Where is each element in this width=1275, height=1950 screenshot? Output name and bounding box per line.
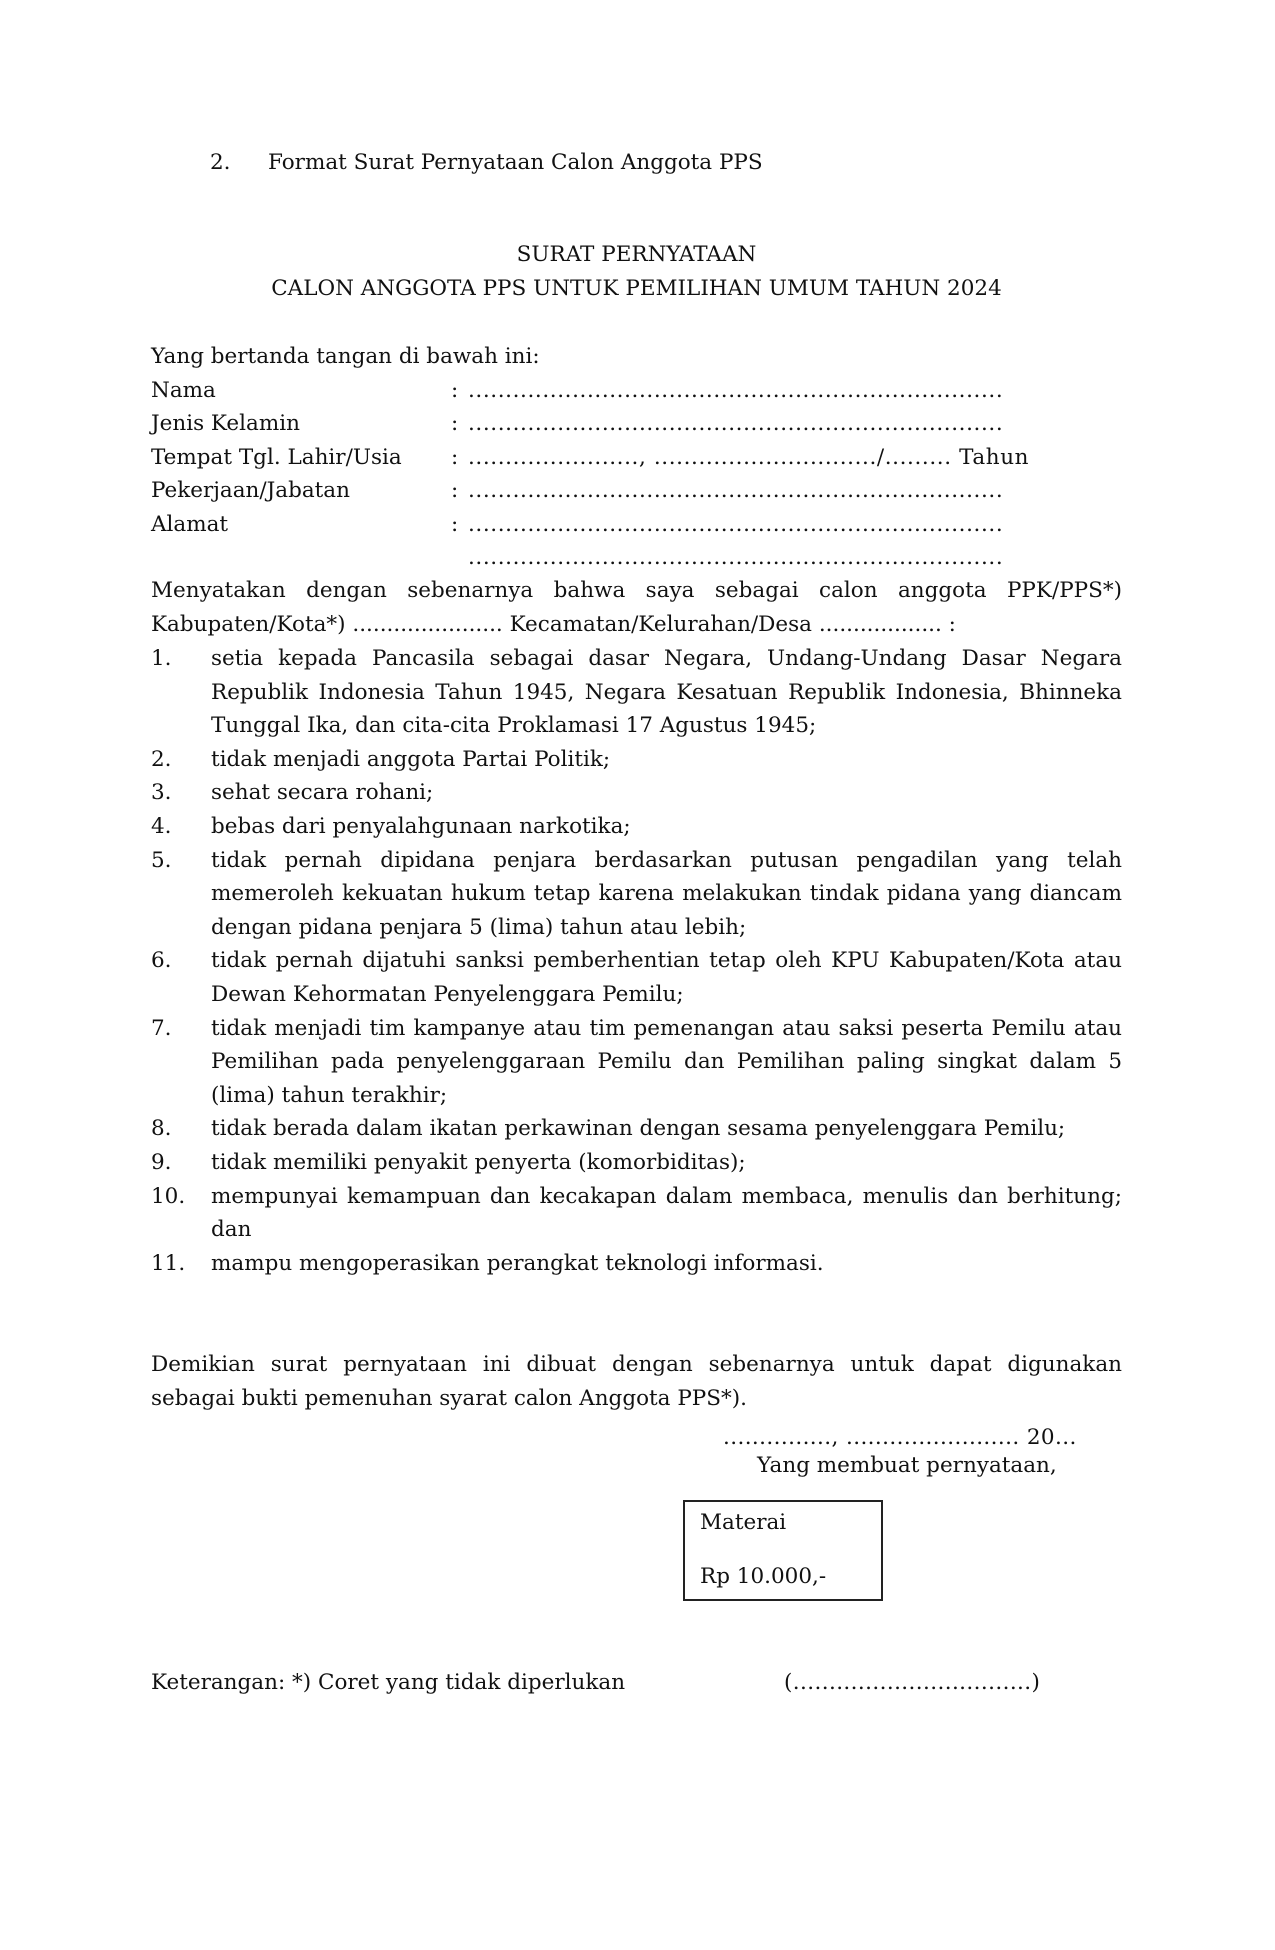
- section-title: Format Surat Pernyataan Calon Anggota PPS: [268, 150, 763, 175]
- list-text: mempunyai kemampuan dan kecakapan dalam membaca, menulis dan berhitung; dan: [211, 1183, 1122, 1243]
- alamat-field[interactable]: ........................................................................: [468, 512, 1004, 537]
- list-item: [151, 776, 1122, 810]
- list-number: 4.: [151, 813, 172, 839]
- field-row-pekerjaan: [151, 474, 1122, 508]
- stamp-value: Rp 10.000,-: [700, 1564, 827, 1589]
- field-row-nama: [151, 374, 1122, 408]
- list-text: tidak pernah dipidana penjara berdasarkan putusan pengadilan yang telah memeroleh kekuatan hukum tetap karena melakukan tindak pidana yang diancam dengan pidana penjara 5 (lima) tahun atau lebih;: [211, 847, 1122, 940]
- list-text: tidak menjadi tim kampanye atau tim pemenangan atau saksi peserta Pemilu atau Pemilihan pada penyelenggaraan Pemilu dan Pemilihan paling singkat dalam 5 (lima) tahun terakhir;: [211, 1015, 1122, 1108]
- statement-paragraph: Menyatakan dengan sebenarnya bahwa saya sebagai calon anggota PPK/PPS*) Kabupaten/Kota*) ...................... Kecamatan/Kelurahan/Desa .................. :: [151, 578, 1122, 637]
- list-text: setia kepada Pancasila sebagai dasar Negara, Undang-Undang Dasar Negara Republik Indonesia Tahun 1945, Negara Kesatuan Republik Indonesia, Bhinneka Tunggal Ika, dan cita-cita Proklamasi 17 Agustus 1945;: [211, 646, 1122, 739]
- list-item: [151, 743, 1122, 777]
- requirements-list: [151, 642, 1122, 1280]
- list-number: 1.: [151, 646, 172, 671]
- field-row-jenis-kelamin: [151, 407, 1122, 441]
- field-label: Pekerjaan/Jabatan: [151, 478, 350, 503]
- field-colon: :: [451, 512, 459, 537]
- list-item: [151, 1146, 1122, 1180]
- field-colon: :: [451, 478, 459, 503]
- list-number: 9.: [151, 1149, 172, 1175]
- list-number: 8.: [151, 1116, 172, 1142]
- pekerjaan-field[interactable]: ........................................................................: [468, 478, 1004, 503]
- list-item: [151, 642, 1122, 743]
- list-number: 10.: [151, 1183, 186, 1209]
- list-number: 5.: [151, 847, 172, 873]
- field-label: Jenis Kelamin: [151, 411, 300, 436]
- list-item: [151, 944, 1122, 1011]
- list-item: [151, 1180, 1122, 1247]
- section-number: 2.: [210, 150, 231, 175]
- footnote: Keterangan: *) Coret yang tidak diperlukan: [151, 1670, 626, 1695]
- list-text: tidak pernah dijatuhi sanksi pemberhentian tetap oleh KPU Kabupaten/Kota atau Dewan Kehormatan Penyelenggara Pemilu;: [211, 948, 1122, 1007]
- signature-name-field[interactable]: (.................................): [784, 1670, 1041, 1695]
- field-colon: :: [451, 445, 459, 470]
- field-row-alamat-continued: [151, 541, 1122, 575]
- document-subtitle: CALON ANGGOTA PPS UNTUK PEMILIHAN UMUM TAHUN 2024: [271, 276, 1002, 301]
- list-number: 11.: [151, 1250, 186, 1276]
- list-item: [151, 1247, 1122, 1281]
- stamp-label: Materai: [700, 1510, 787, 1535]
- document-title: SURAT PERNYATAAN: [516, 242, 757, 267]
- jenis-kelamin-field[interactable]: ........................................................................: [468, 411, 1004, 436]
- alamat-field-line2[interactable]: ........................................................................: [468, 545, 1004, 570]
- list-number: 7.: [151, 1015, 172, 1041]
- list-text: tidak berada dalam ikatan perkawinan dengan sesama penyelenggara Pemilu;: [211, 1116, 1066, 1142]
- signer-label: Yang membuat pernyataan,: [757, 1453, 1057, 1478]
- list-item: [151, 1112, 1122, 1146]
- stamp-box: [683, 1500, 883, 1601]
- closing-paragraph: Demikian surat pernyataan ini dibuat dengan sebenarnya untuk dapat digunakan sebagai bukti pemenuhan syarat calon Anggota PPS*).: [151, 1352, 1122, 1411]
- list-text: tidak menjadi anggota Partai Politik;: [211, 746, 611, 772]
- intro-text: Yang bertanda tangan di bawah ini:: [151, 344, 540, 369]
- field-colon: :: [451, 378, 459, 403]
- field-row-tempat-tgl-lahir: [151, 441, 1122, 475]
- list-item: [151, 1012, 1122, 1113]
- nama-field[interactable]: ........................................................................: [468, 378, 1004, 403]
- place-date-field[interactable]: ..............., ........................ 20...: [723, 1425, 1077, 1450]
- field-label: Tempat Tgl. Lahir/Usia: [151, 445, 402, 470]
- list-text: bebas dari penyalahgunaan narkotika;: [211, 813, 631, 839]
- field-label: Nama: [151, 378, 216, 403]
- field-row-alamat: [151, 508, 1122, 542]
- list-number: 2.: [151, 746, 172, 772]
- list-item: [151, 810, 1122, 844]
- list-item: [151, 844, 1122, 945]
- list-text: sehat secara rohani;: [211, 780, 434, 806]
- field-colon: :: [451, 411, 459, 436]
- list-number: 3.: [151, 780, 172, 806]
- list-number: 6.: [151, 948, 172, 974]
- list-text: mampu mengoperasikan perangkat teknologi informasi.: [211, 1250, 824, 1276]
- list-text: tidak memiliki penyakit penyerta (komorbiditas);: [211, 1149, 746, 1175]
- tempat-tgl-lahir-field[interactable]: ......................., ............................../......... Tahun: [468, 445, 1030, 470]
- field-label: Alamat: [151, 512, 229, 537]
